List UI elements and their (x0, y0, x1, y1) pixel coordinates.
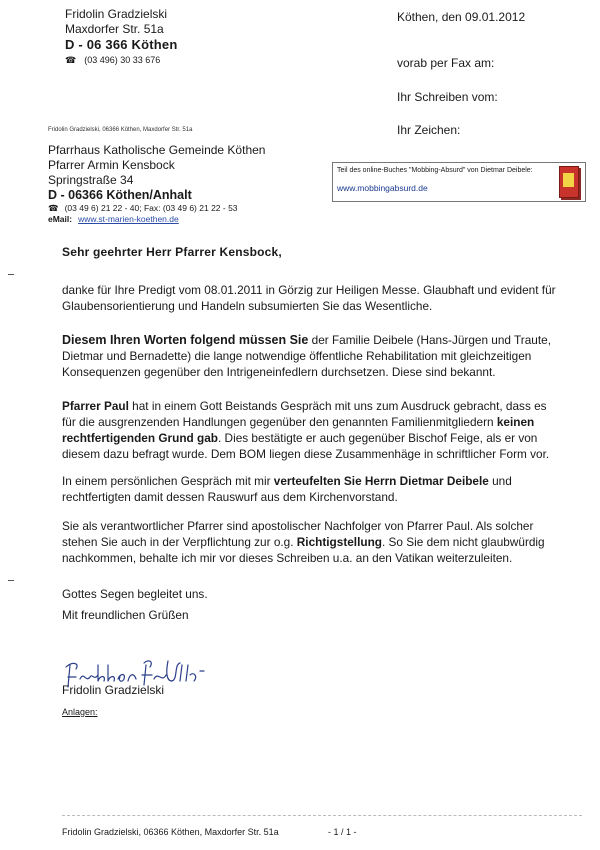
book-icon (559, 166, 579, 198)
closing-greeting: Mit freundlichen Grüßen (62, 608, 189, 622)
attachments-label: Anlagen: (62, 707, 98, 717)
book-ad-box (332, 162, 586, 202)
recipient-phone-line (48, 203, 265, 214)
recipient-line-1: Pfarrhaus Katholische Gemeinde Köthen (48, 143, 266, 157)
paragraph-2-text: der Familie Deibele (Hans-Jürgen und Traute, Dietmar und Bernadette) die lange notwendige öffentliche Rehabilitation mit gleichzeitigen Konsequenzen gegenüber den Intrigeneinfedlern durchsetzen. Diese sind bekannt. (62, 333, 551, 379)
paragraph-5-emphasis: Richtigstellung (296, 535, 382, 549)
footer-divider (62, 815, 582, 816)
paragraph-5-text-2: . So Sie dem nicht glaubwürdig nachkommen, behalte ich mir vor dieses Schreiben u.a. an den Vatikan weiterzuleiten. (62, 535, 545, 565)
sender-street: Maxdorfer Str. 51a (65, 22, 164, 36)
paragraph-3-text-1: hat in einem Gott Beistands Gespräch mit uns zum Ausdruck gebracht, dass es für die ausgrenzenden Handlungen gegenüber den genannten Familienmitgliedern (62, 399, 547, 429)
recipient-email-link[interactable]: www.st-marien-koethen.de (78, 214, 179, 224)
your-reference-label: Ihr Zeichen: (397, 123, 461, 137)
letter-date: Köthen, den 09.01.2012 (397, 10, 526, 24)
paragraph-4-text-2: und rechtfertigten damit dessen Rauswurf aus dem Kirchenvorstand. (62, 474, 512, 504)
paragraph-4 (62, 473, 562, 505)
page-number: - 1 / 1 - (328, 827, 357, 837)
paragraph-3-emphasis-1: Pfarrer Paul (62, 399, 129, 413)
book-ad-title: Teil des online-Buches "Mobbing-Absurd" von Dietmar Deibele: (337, 167, 533, 174)
your-letter-label: Ihr Schreiben vom: (397, 90, 498, 104)
sender-city: D - 06 366 Köthen (65, 37, 178, 52)
phone-icon: ☎ (65, 55, 77, 65)
return-address: Fridolin Gradzielski, 06366 Köthen, Maxdorfer Str. 51a (48, 127, 193, 133)
paragraph-3-text-2: . Dies bestätigte er auch gegenüber Bischof Feige, als er von diesem dazu befragt wurde. Dem BOM liegen diese Zusammenhäge in schriftlicher Form vor. (62, 431, 550, 461)
book-ad-url[interactable]: www.mobbingabsurd.de (337, 183, 428, 193)
paragraph-3 (62, 398, 562, 462)
paragraph-4-emphasis: verteufelten Sie Herrn Dietmar Deibele (273, 474, 489, 488)
recipient-phone-fax: (03 49 6) 21 22 - 40; Fax: (03 49 6) 21 22 - 53 (64, 203, 238, 213)
fax-label: vorab per Fax am: (397, 56, 495, 70)
recipient-email-line (48, 214, 265, 225)
closing-blessing: Gottes Segen begleitet uns. (62, 587, 208, 601)
sender-phone-line (65, 53, 178, 68)
email-label: eMail: (48, 214, 73, 224)
recipient-block (48, 143, 265, 225)
recipient-line-3: Springstraße 34 (48, 173, 134, 187)
paragraph-3-emphasis-2: keinen rechtfertigenden Grund gab (62, 415, 535, 445)
salutation: Sehr geehrter Herr Pfarrer Kensbock, (62, 245, 282, 259)
footer-address: Fridolin Gradzielski, 06366 Köthen, Maxdorfer Str. 51a (62, 827, 279, 837)
paragraph-4-text-1: In einem persönlichen Gespräch mit mir (62, 474, 274, 488)
fold-mark (8, 274, 14, 275)
recipient-city: D - 06366 Köthen/Anhalt (48, 188, 192, 202)
sender-name: Fridolin Gradzielski (65, 7, 168, 21)
paragraph-2-emphasis: Diesem Ihren Worten folgend müssen Sie (62, 333, 309, 347)
sender-phone: (03 496) 30 33 676 (84, 55, 161, 65)
sender-block (65, 7, 178, 68)
paragraph-1: danke für Ihre Predigt vom 08.01.2011 in Görzig zur Heiligen Messe. Glaubhaft und evident für Glaubensorientierung und Handeln subsumierten Sie das Wesentliche. (62, 283, 556, 313)
fold-mark (8, 580, 14, 581)
signature-name: Fridolin Gradzielski (62, 683, 165, 697)
paragraph-5 (62, 518, 562, 566)
phone-icon: ☎ (48, 203, 59, 213)
paragraph-2 (62, 332, 562, 380)
recipient-line-2: Pfarrer Armin Kensbock (48, 158, 175, 172)
paragraph-5-text-1: Sie als verantwortlicher Pfarrer sind apostolischer Nachfolger von Pfarrer Paul. Als solcher stehen Sie auch in der Verpflichtung zur o.g. (62, 519, 534, 549)
